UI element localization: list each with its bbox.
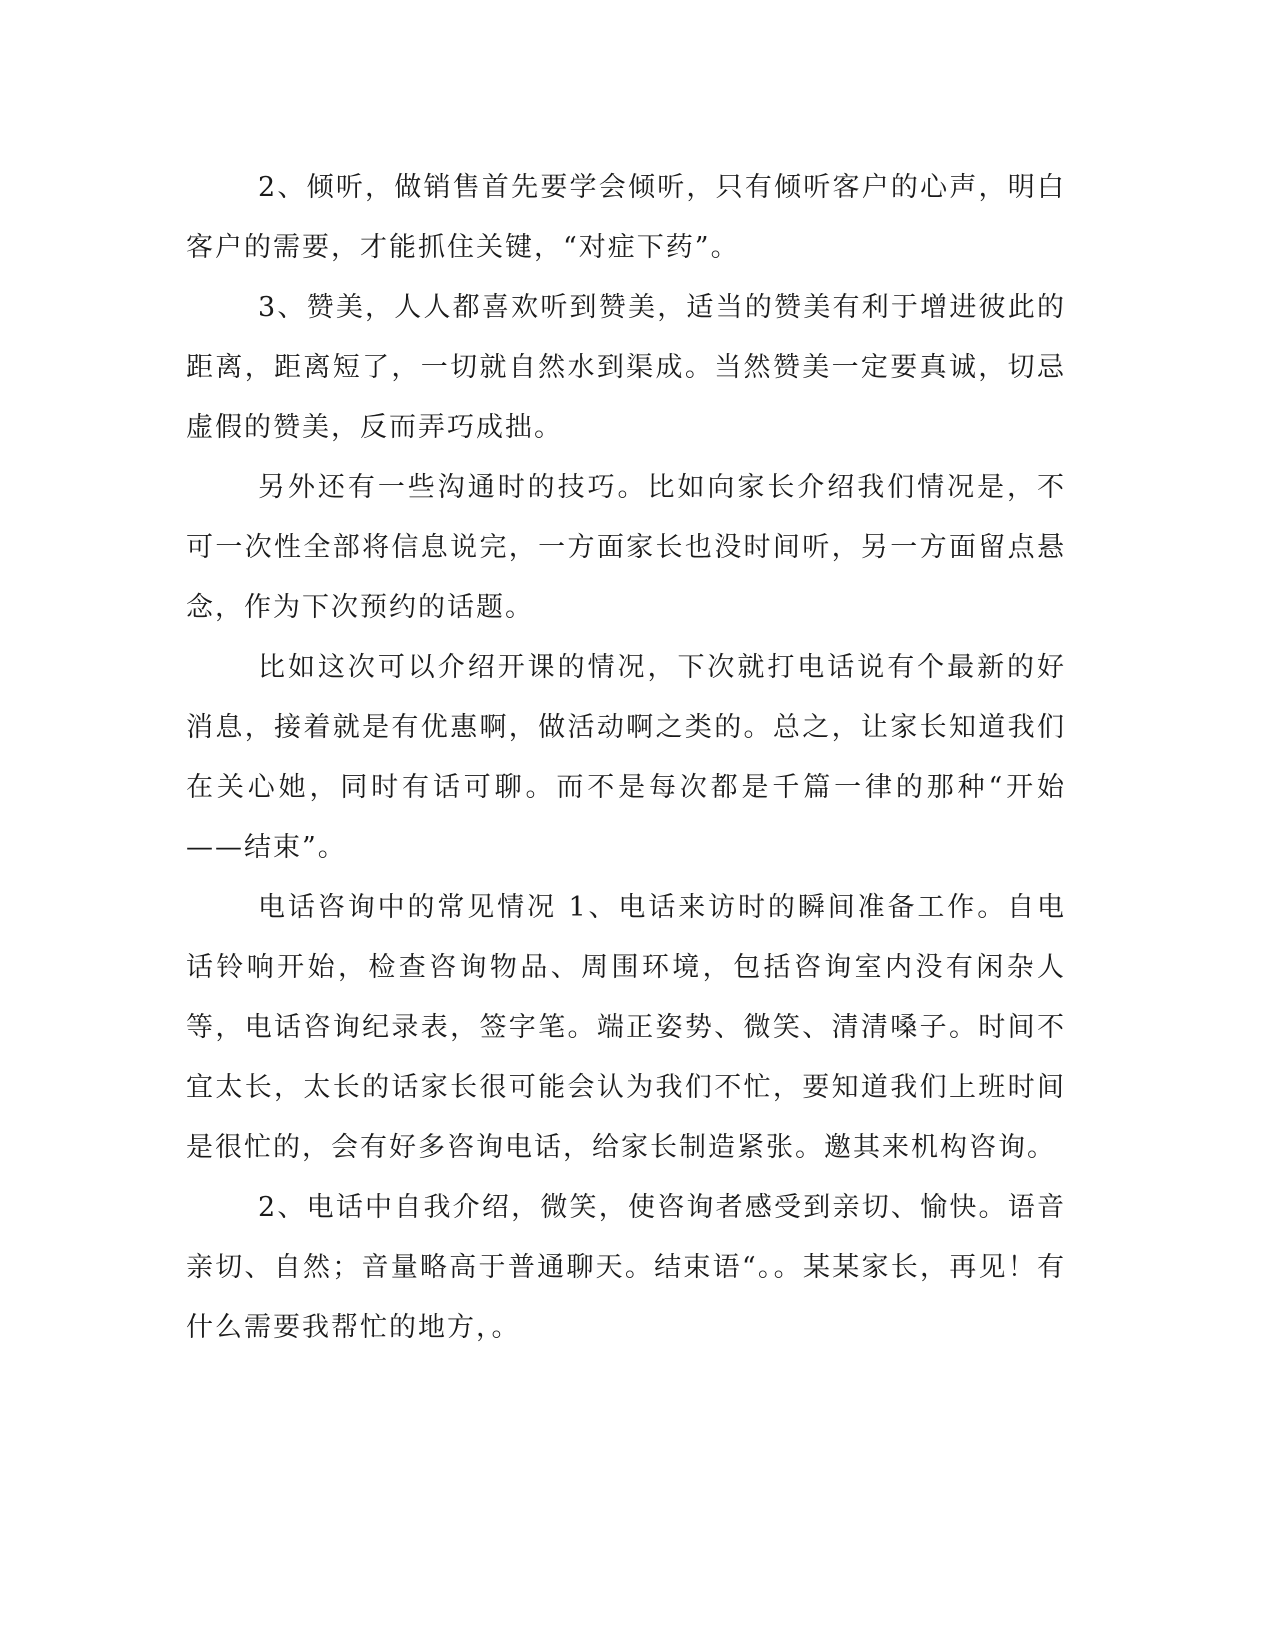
paragraph-praise: 3、赞美，人人都喜欢听到赞美，适当的赞美有利于增进彼此的距离，距离短了，一切就自然水到渠成。当然赞美一定要真诚，切忌虚假的赞美，反而弄巧成拙。	[186, 292, 1066, 443]
paragraph-communication-tips: 另外还有一些沟通时的技巧。比如向家长介绍我们情况是，不可一次性全部将信息说完，一方面家长也没时间听，另一方面留点悬念，作为下次预约的话题。	[186, 472, 1066, 623]
paragraph-phone-preparation: 电话咨询中的常见情况 1、电话来访时的瞬间准备工作。自电话铃响开始，检查咨询物品、周围环境，包括咨询室内没有闲杂人等，电话咨询纪录表，签字笔。端正姿势、微笑、清清嗓子。时间不宜太长，太长的话家长很可能会认为我们不忙，要知道我们上班时间是很忙的，会有好多咨询电话，给家长制造紧张。邀其来机构咨询。	[186, 892, 1066, 1163]
document-body	[186, 158, 1066, 1358]
paragraph-self-introduction: 2、电话中自我介绍，微笑，使咨询者感受到亲切、愉快。语音亲切、自然；音量略高于普通聊天。结束语“。。某某家长，再见！有什么需要我帮忙的地方，。	[186, 1192, 1066, 1343]
paragraph-example: 比如这次可以介绍开课的情况，下次就打电话说有个最新的好消息，接着就是有优惠啊，做活动啊之类的。总之，让家长知道我们在关心她，同时有话可聊。而不是每次都是千篇一律的那种“开始——结束”。	[186, 652, 1066, 863]
paragraph-listening: 2、倾听，做销售首先要学会倾听，只有倾听客户的心声，明白客户的需要，才能抓住关键，“对症下药”。	[186, 172, 1066, 263]
